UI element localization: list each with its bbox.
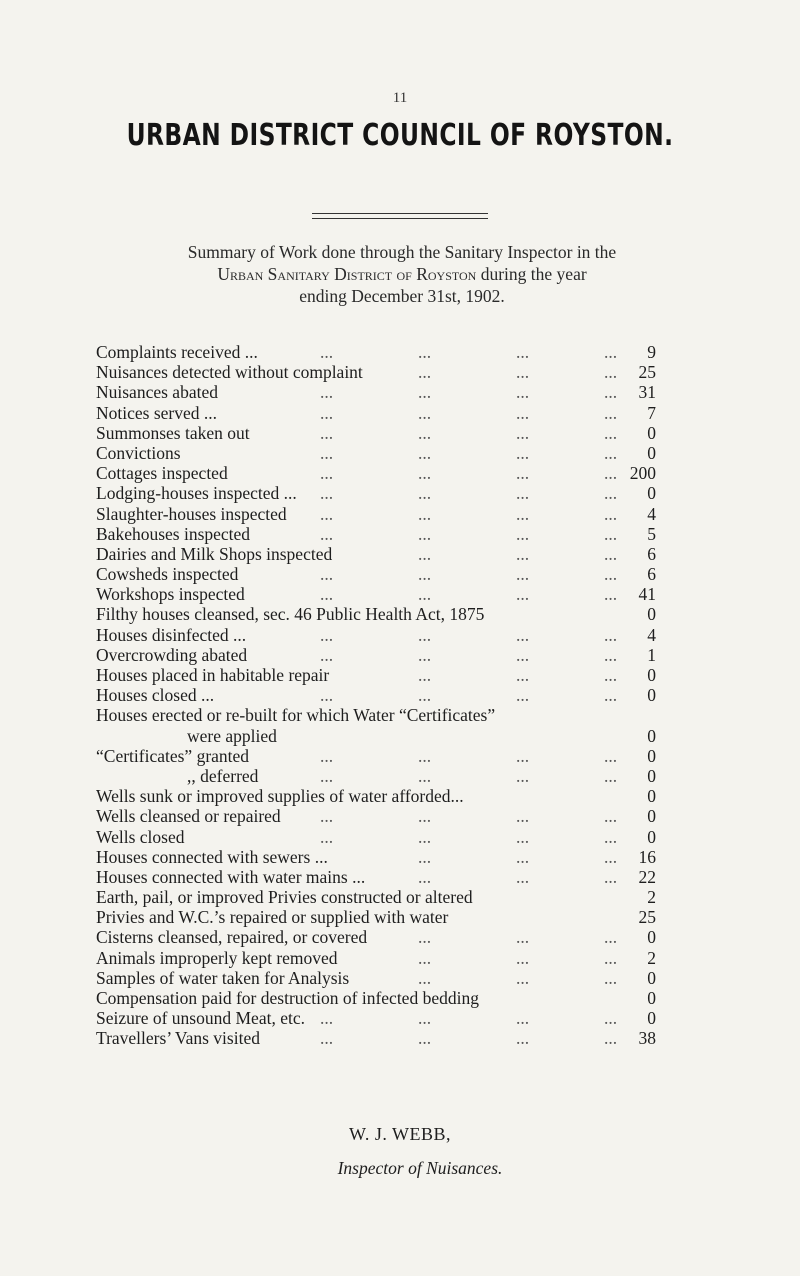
row-label: Seizure of unsound Meat, etc. bbox=[96, 1008, 305, 1029]
row-label: Workshops inspected bbox=[96, 584, 245, 605]
leader-dots: ... bbox=[320, 1028, 334, 1049]
leader-dots: ... bbox=[320, 584, 334, 605]
table-row bbox=[96, 907, 656, 927]
row-label: Filthy houses cleansed, sec. 46 Public Health Act, 1875 bbox=[96, 604, 485, 625]
row-value: 6 bbox=[647, 543, 656, 564]
row-label: Compensation paid for destruction of infected bedding bbox=[96, 988, 479, 1009]
row-value: 2 bbox=[647, 947, 656, 968]
row-value: 6 bbox=[647, 564, 656, 585]
leader-dots: ... bbox=[418, 584, 432, 605]
table-row bbox=[96, 746, 656, 766]
leader-dots: ... bbox=[516, 1028, 530, 1049]
leader-dots: ... bbox=[320, 342, 334, 362]
leader-dots: ... bbox=[516, 866, 530, 887]
row-label: Houses connected with sewers ... bbox=[96, 846, 328, 867]
leader-dots: ... bbox=[604, 745, 618, 766]
row-label: Houses placed in habitable repair bbox=[96, 665, 330, 685]
table-row bbox=[96, 1008, 656, 1028]
table-row bbox=[96, 887, 656, 907]
row-label: Houses closed ... bbox=[96, 685, 215, 706]
row-value: 31 bbox=[638, 382, 656, 403]
leader-dots: ... bbox=[604, 483, 618, 504]
leader-dots: ... bbox=[516, 483, 530, 504]
leader-dots: ... bbox=[320, 483, 334, 504]
leader-dots: ... bbox=[320, 463, 334, 484]
table-row bbox=[96, 342, 656, 362]
table-row bbox=[96, 645, 656, 665]
leader-dots: ... bbox=[418, 685, 432, 706]
leader-dots: ... bbox=[604, 947, 618, 968]
signature-role: Inspector of Nuisances. bbox=[337, 1158, 503, 1178]
leader-dots: ... bbox=[516, 846, 530, 867]
leader-dots: ... bbox=[604, 523, 618, 544]
leader-dots: ... bbox=[418, 745, 432, 766]
page-title: URBAN DISTRICT COUNCIL OF ROYSTON. bbox=[126, 118, 674, 153]
row-value: 41 bbox=[638, 584, 656, 605]
leader-dots: ... bbox=[418, 846, 432, 867]
leader-dots: ... bbox=[418, 342, 432, 362]
leader-dots: ... bbox=[516, 927, 530, 948]
table-row bbox=[96, 988, 656, 1008]
table-row bbox=[96, 1028, 656, 1048]
row-value: 0 bbox=[647, 745, 656, 766]
row-label: Houses disinfected ... bbox=[96, 624, 247, 645]
row-value: 0 bbox=[647, 442, 656, 463]
leader-dots: ... bbox=[320, 765, 334, 786]
row-value: 0 bbox=[647, 1008, 656, 1029]
table-row bbox=[96, 403, 656, 423]
summary-table bbox=[96, 342, 656, 1049]
row-label: Lodging-houses inspected ... bbox=[96, 483, 297, 504]
row-label: Wells sunk or improved supplies of water afforded... bbox=[96, 786, 464, 807]
row-value: 0 bbox=[647, 988, 656, 1009]
row-label: Overcrowding abated bbox=[96, 644, 248, 665]
row-value: 25 bbox=[638, 907, 656, 928]
row-label: Notices served ... bbox=[96, 402, 218, 423]
row-label: Slaughter-houses inspected bbox=[96, 503, 287, 524]
table-row bbox=[96, 927, 656, 947]
table-row bbox=[96, 524, 656, 544]
leader-dots: ... bbox=[604, 362, 618, 383]
leader-dots: ... bbox=[320, 826, 334, 847]
leader-dots: ... bbox=[604, 564, 618, 585]
row-value: 0 bbox=[647, 725, 656, 746]
table-row bbox=[96, 382, 656, 402]
leader-dots: ... bbox=[320, 382, 334, 403]
leader-dots: ... bbox=[604, 665, 618, 685]
leader-dots: ... bbox=[418, 463, 432, 484]
table-row bbox=[96, 948, 656, 968]
leader-dots: ... bbox=[418, 564, 432, 585]
leader-dots: ... bbox=[516, 564, 530, 585]
leader-dots: ... bbox=[516, 765, 530, 786]
row-value: 16 bbox=[638, 846, 656, 867]
leader-dots: ... bbox=[516, 342, 530, 362]
row-label: Summonses taken out bbox=[96, 422, 250, 443]
row-label: Complaints received ... bbox=[96, 342, 258, 362]
leader-dots: ... bbox=[320, 1008, 334, 1029]
leader-dots: ... bbox=[320, 523, 334, 544]
leader-dots: ... bbox=[516, 624, 530, 645]
leader-dots: ... bbox=[418, 483, 432, 504]
row-label-continued: were applied bbox=[187, 725, 277, 746]
row-label: Houses erected or re-built for which Water “Certificates” bbox=[96, 705, 496, 726]
leader-dots: ... bbox=[516, 442, 530, 463]
table-row bbox=[96, 625, 656, 645]
leader-dots: ... bbox=[604, 543, 618, 564]
leader-dots: ... bbox=[418, 927, 432, 948]
intro-paragraph bbox=[96, 241, 708, 307]
row-value: 25 bbox=[638, 362, 656, 383]
row-value: 7 bbox=[647, 402, 656, 423]
row-value: 0 bbox=[647, 604, 656, 625]
row-label: Convictions bbox=[96, 442, 181, 463]
leader-dots: ... bbox=[604, 644, 618, 665]
leader-dots: ... bbox=[516, 685, 530, 706]
leader-dots: ... bbox=[418, 947, 432, 968]
leader-dots: ... bbox=[418, 826, 432, 847]
table-row bbox=[96, 463, 656, 483]
leader-dots: ... bbox=[604, 382, 618, 403]
leader-dots: ... bbox=[320, 503, 334, 524]
leader-dots: ... bbox=[516, 523, 530, 544]
intro-line-1: Summary of Work done through the Sanitary Inspector in the bbox=[187, 242, 617, 262]
leader-dots: ... bbox=[516, 382, 530, 403]
row-label: Nuisances abated bbox=[96, 382, 218, 403]
leader-dots: ... bbox=[604, 1028, 618, 1049]
leader-dots: ... bbox=[516, 362, 530, 383]
leader-dots: ... bbox=[516, 947, 530, 968]
leader-dots: ... bbox=[604, 584, 618, 605]
row-label: Privies and W.C.’s repaired or supplied with water bbox=[96, 907, 449, 928]
row-label: Wells closed bbox=[96, 826, 185, 847]
row-value: 38 bbox=[638, 1028, 656, 1049]
leader-dots: ... bbox=[516, 665, 530, 685]
leader-dots: ... bbox=[418, 422, 432, 443]
row-label: ,, deferred bbox=[187, 765, 259, 786]
leader-dots: ... bbox=[320, 402, 334, 423]
leader-dots: ... bbox=[516, 826, 530, 847]
leader-dots: ... bbox=[320, 624, 334, 645]
table-row bbox=[96, 423, 656, 443]
leader-dots: ... bbox=[604, 866, 618, 887]
leader-dots: ... bbox=[604, 624, 618, 645]
row-label: Cisterns cleansed, repaired, or covered bbox=[96, 927, 368, 948]
leader-dots: ... bbox=[418, 382, 432, 403]
district-name: Urban Sanitary District of Royston bbox=[217, 264, 477, 284]
leader-dots: ... bbox=[516, 745, 530, 766]
row-value: 0 bbox=[647, 765, 656, 786]
leader-dots: ... bbox=[320, 806, 334, 827]
leader-dots: ... bbox=[516, 1008, 530, 1029]
leader-dots: ... bbox=[604, 765, 618, 786]
leader-dots: ... bbox=[418, 503, 432, 524]
row-value: 1 bbox=[647, 644, 656, 665]
table-row bbox=[96, 786, 656, 806]
table-row bbox=[96, 968, 656, 988]
leader-dots: ... bbox=[604, 503, 618, 524]
leader-dots: ... bbox=[516, 543, 530, 564]
table-row bbox=[96, 867, 656, 887]
intro-line-3: ending December 31st, 1902. bbox=[299, 286, 505, 306]
leader-dots: ... bbox=[418, 866, 432, 887]
leader-dots: ... bbox=[320, 422, 334, 443]
row-label: Houses connected with water mains ... bbox=[96, 866, 366, 887]
leader-dots: ... bbox=[516, 967, 530, 988]
row-value: 9 bbox=[647, 342, 656, 362]
leader-dots: ... bbox=[516, 584, 530, 605]
leader-dots: ... bbox=[320, 442, 334, 463]
leader-dots: ... bbox=[320, 685, 334, 706]
leader-dots: ... bbox=[604, 826, 618, 847]
row-label: Animals improperly kept removed bbox=[96, 947, 338, 968]
leader-dots: ... bbox=[418, 523, 432, 544]
leader-dots: ... bbox=[604, 463, 618, 484]
leader-dots: ... bbox=[604, 422, 618, 443]
leader-dots: ... bbox=[516, 503, 530, 524]
title-rule-bottom bbox=[312, 218, 488, 219]
signature-name: W. J. WEBB, bbox=[348, 1124, 451, 1144]
leader-dots: ... bbox=[604, 402, 618, 423]
leader-dots: ... bbox=[418, 644, 432, 665]
leader-dots: ... bbox=[418, 543, 432, 564]
leader-dots: ... bbox=[604, 442, 618, 463]
row-value: 0 bbox=[647, 806, 656, 827]
leader-dots: ... bbox=[516, 422, 530, 443]
leader-dots: ... bbox=[418, 967, 432, 988]
table-row bbox=[96, 362, 656, 382]
table-row bbox=[96, 665, 656, 685]
row-value: 0 bbox=[647, 422, 656, 443]
leader-dots: ... bbox=[516, 644, 530, 665]
row-label: Earth, pail, or improved Privies constructed or altered bbox=[96, 887, 473, 908]
row-value: 0 bbox=[647, 685, 656, 706]
leader-dots: ... bbox=[418, 806, 432, 827]
leader-dots: ... bbox=[418, 1008, 432, 1029]
leader-dots: ... bbox=[604, 685, 618, 706]
leader-dots: ... bbox=[604, 846, 618, 867]
row-value: 200 bbox=[629, 463, 656, 484]
leader-dots: ... bbox=[604, 927, 618, 948]
table-row bbox=[96, 483, 656, 503]
row-value: 0 bbox=[647, 967, 656, 988]
leader-dots: ... bbox=[516, 463, 530, 484]
leader-dots: ... bbox=[320, 564, 334, 585]
title-rule-top bbox=[312, 213, 488, 214]
row-label: Bakehouses inspected bbox=[96, 523, 251, 544]
page-number: 11 bbox=[392, 90, 408, 106]
row-label: Cowsheds inspected bbox=[96, 564, 239, 585]
row-label: Samples of water taken for Analysis bbox=[96, 967, 350, 988]
leader-dots: ... bbox=[418, 442, 432, 463]
row-value: 2 bbox=[647, 887, 656, 908]
intro-line-2-rest: during the year bbox=[476, 264, 587, 284]
table-row bbox=[96, 504, 656, 524]
leader-dots: ... bbox=[418, 665, 432, 685]
row-label: Wells cleansed or repaired bbox=[96, 806, 281, 827]
table-row bbox=[96, 443, 656, 463]
leader-dots: ... bbox=[516, 806, 530, 827]
row-label: Dairies and Milk Shops inspected bbox=[96, 543, 333, 564]
leader-dots: ... bbox=[418, 362, 432, 383]
leader-dots: ... bbox=[604, 1008, 618, 1029]
table-row bbox=[96, 584, 656, 604]
table-row bbox=[96, 766, 656, 786]
table-row bbox=[96, 847, 656, 867]
leader-dots: ... bbox=[604, 342, 618, 362]
leader-dots: ... bbox=[604, 967, 618, 988]
table-row bbox=[96, 685, 656, 705]
table-row bbox=[96, 544, 656, 564]
leader-dots: ... bbox=[418, 624, 432, 645]
row-value: 0 bbox=[647, 826, 656, 847]
row-label: “Certificates” granted bbox=[96, 745, 250, 766]
leader-dots: ... bbox=[320, 644, 334, 665]
row-value: 0 bbox=[647, 786, 656, 807]
leader-dots: ... bbox=[320, 745, 334, 766]
row-value: 0 bbox=[647, 927, 656, 948]
row-label: Cottages inspected bbox=[96, 463, 228, 484]
leader-dots: ... bbox=[516, 402, 530, 423]
leader-dots: ... bbox=[418, 402, 432, 423]
table-row bbox=[96, 827, 656, 847]
leader-dots: ... bbox=[418, 765, 432, 786]
row-value: 0 bbox=[647, 483, 656, 504]
intro-line-2 bbox=[96, 263, 708, 285]
leader-dots: ... bbox=[604, 806, 618, 827]
row-value: 22 bbox=[638, 866, 656, 887]
row-value: 0 bbox=[647, 665, 656, 685]
row-label: Nuisances detected without complaint bbox=[96, 362, 363, 383]
row-value: 4 bbox=[647, 624, 656, 645]
leader-dots: ... bbox=[418, 1028, 432, 1049]
table-row bbox=[96, 705, 656, 745]
table-row bbox=[96, 564, 656, 584]
table-row bbox=[96, 604, 656, 624]
row-value: 4 bbox=[647, 503, 656, 524]
table-row bbox=[96, 806, 656, 826]
row-value: 5 bbox=[647, 523, 656, 544]
row-label: Travellers’ Vans visited bbox=[96, 1028, 260, 1049]
